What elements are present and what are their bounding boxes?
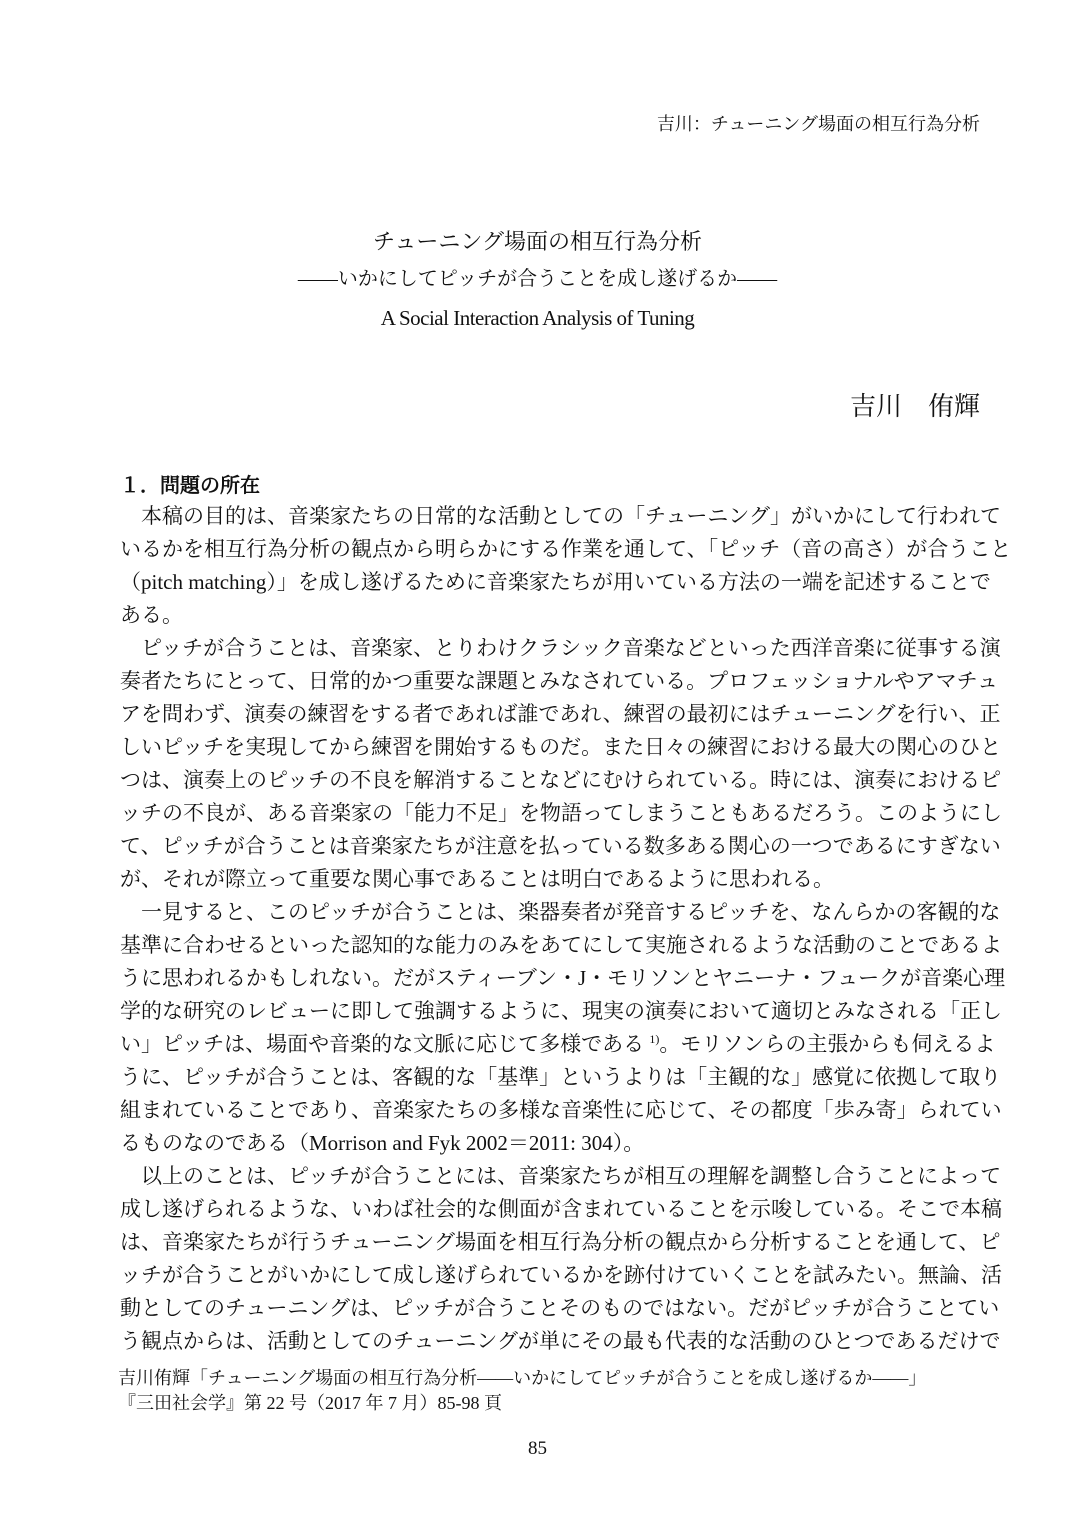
text-line: ある。 [120,603,183,627]
citation-line: 吉川侑輝「チューニング場面の相互行為分析――いかにしてピッチが合うことを成し遂げるか――」 [118,1368,927,1388]
english-title: A Social Interaction Analysis of Tuning [380,306,695,330]
text-line: 以上のことは、ピッチが合うことには、音楽家たちが相互の理解を調整し合うことによって [120,1164,1002,1188]
citation-line: 『三田社会学』第 22 号（2017 年 7 月）85-98 頁 [118,1393,502,1413]
body-text [120,500,1012,1358]
text-line: て、ピッチが合うことは音楽家たちが注意を払っている数多ある関心の一つであるにすぎない [120,834,1001,858]
text-line: （pitch matching）」を成し遂げるために音楽家たちが用いている方法の一端を記述することで [120,570,991,594]
paragraph [120,896,1006,1160]
paragraph [120,632,1002,896]
author-name: 吉川 侑輝 [849,392,980,421]
text-line: 一見すると、このピッチが合うことは、楽器奏者が発音するピッチを、なんらかの客観的な [120,900,1001,924]
page-number: 85 [528,1438,547,1459]
text-line: 奏者たちにとって、日常的かつ重要な課題とみなされている。プロフェッショナルやアマチュ [120,669,999,693]
citation-footer [118,1366,926,1416]
text-span: 。モリソンらの主張からも伺えるよ [659,1032,996,1056]
running-head: 吉川：チューニング場面の相互行為分析 [656,114,980,134]
text-line: ッチが合うことがいかにして成し遂げられているかを跡付けていくことを試みたい。無論、活 [120,1263,1002,1287]
text-span: い」ピッチは、場面や音楽的な文脈に応じて多様である [120,1032,650,1056]
text-line [120,1028,996,1061]
text-line: つは、演奏上のピッチの不良を解消することなどにむけられている。時には、演奏におけるピ [120,768,1002,792]
text-line: いるかを相互行為分析の観点から明らかにする作業を通して、「ピッチ（音の高さ）が合うこと [120,537,1012,561]
article-subtitle: ――いかにしてピッチが合うことを成し遂げるか―― [297,268,778,290]
text-line: う観点からは、活動としてのチューニングが単にその最も代表的な活動のひとつであるだけで [120,1329,1001,1353]
article-title: チューニング場面の相互行為分析 [373,229,702,254]
text-line: うに、ピッチが合うことは、客観的な「基準」というよりは「主観的な」感覚に依拠して取り [120,1065,1002,1089]
text-line: 基準に合わせるといった認知的な能力のみをあてにして実施されるような活動のことであるよ [120,933,1002,957]
text-line: うに思われるかもしれない。だがスティーブン・J・モリソンとヤニーナ・フュークが音楽心理 [120,966,1006,990]
section-heading: １．問題の所在 [120,475,260,497]
text-line: 動としてのチューニングは、ピッチが合うことそのものではない。だがピッチが合うことてい [120,1296,1000,1320]
text-line: は、音楽家たちが行うチューニング場面を相互行為分析の観点から分析することを通して、ピ [120,1230,1001,1254]
paragraph [120,1160,1002,1358]
text-line: 成し遂げられるような、いわば社会的な側面が含まれていることを示唆している。そこで本稿 [120,1197,1002,1221]
text-line: るものなのである（Morrison and Fyk 2002＝2011: 304）。 [120,1131,645,1155]
footnote-ref[interactable]: 1) [649,1032,660,1046]
text-line: しいピッチを実現してから練習を開始するものだ。また日々の練習における最大の関心のひと [120,735,1002,759]
paragraph [120,500,1012,632]
text-line: アを問わず、演奏の練習をする者であれば誰であれ、練習の最初にはチューニングを行い、正 [120,702,1001,726]
text-line: ッチの不良が、ある音楽家の「能力不足」を物語ってしまうこともあるだろう。このようにし [120,801,1002,825]
text-line: ピッチが合うことは、音楽家、とりわけクラシック音楽などといった西洋音楽に従事する演 [120,636,1001,660]
text-line: 学的な研究のレビューに即して強調するように、現実の演奏において適切とみなされる「正し [120,999,1002,1023]
text-line: が、それが際立って重要な関心事であることは明白であるように思われる。 [120,867,834,891]
text-line: 本稿の目的は、音楽家たちの日常的な活動としての「チューニング」がいかにして行われて [120,504,1001,528]
text-line: 組まれていることであり、音楽家たちの多様な音楽性に応じて、その都度「歩み寄」られてい [120,1098,1002,1122]
